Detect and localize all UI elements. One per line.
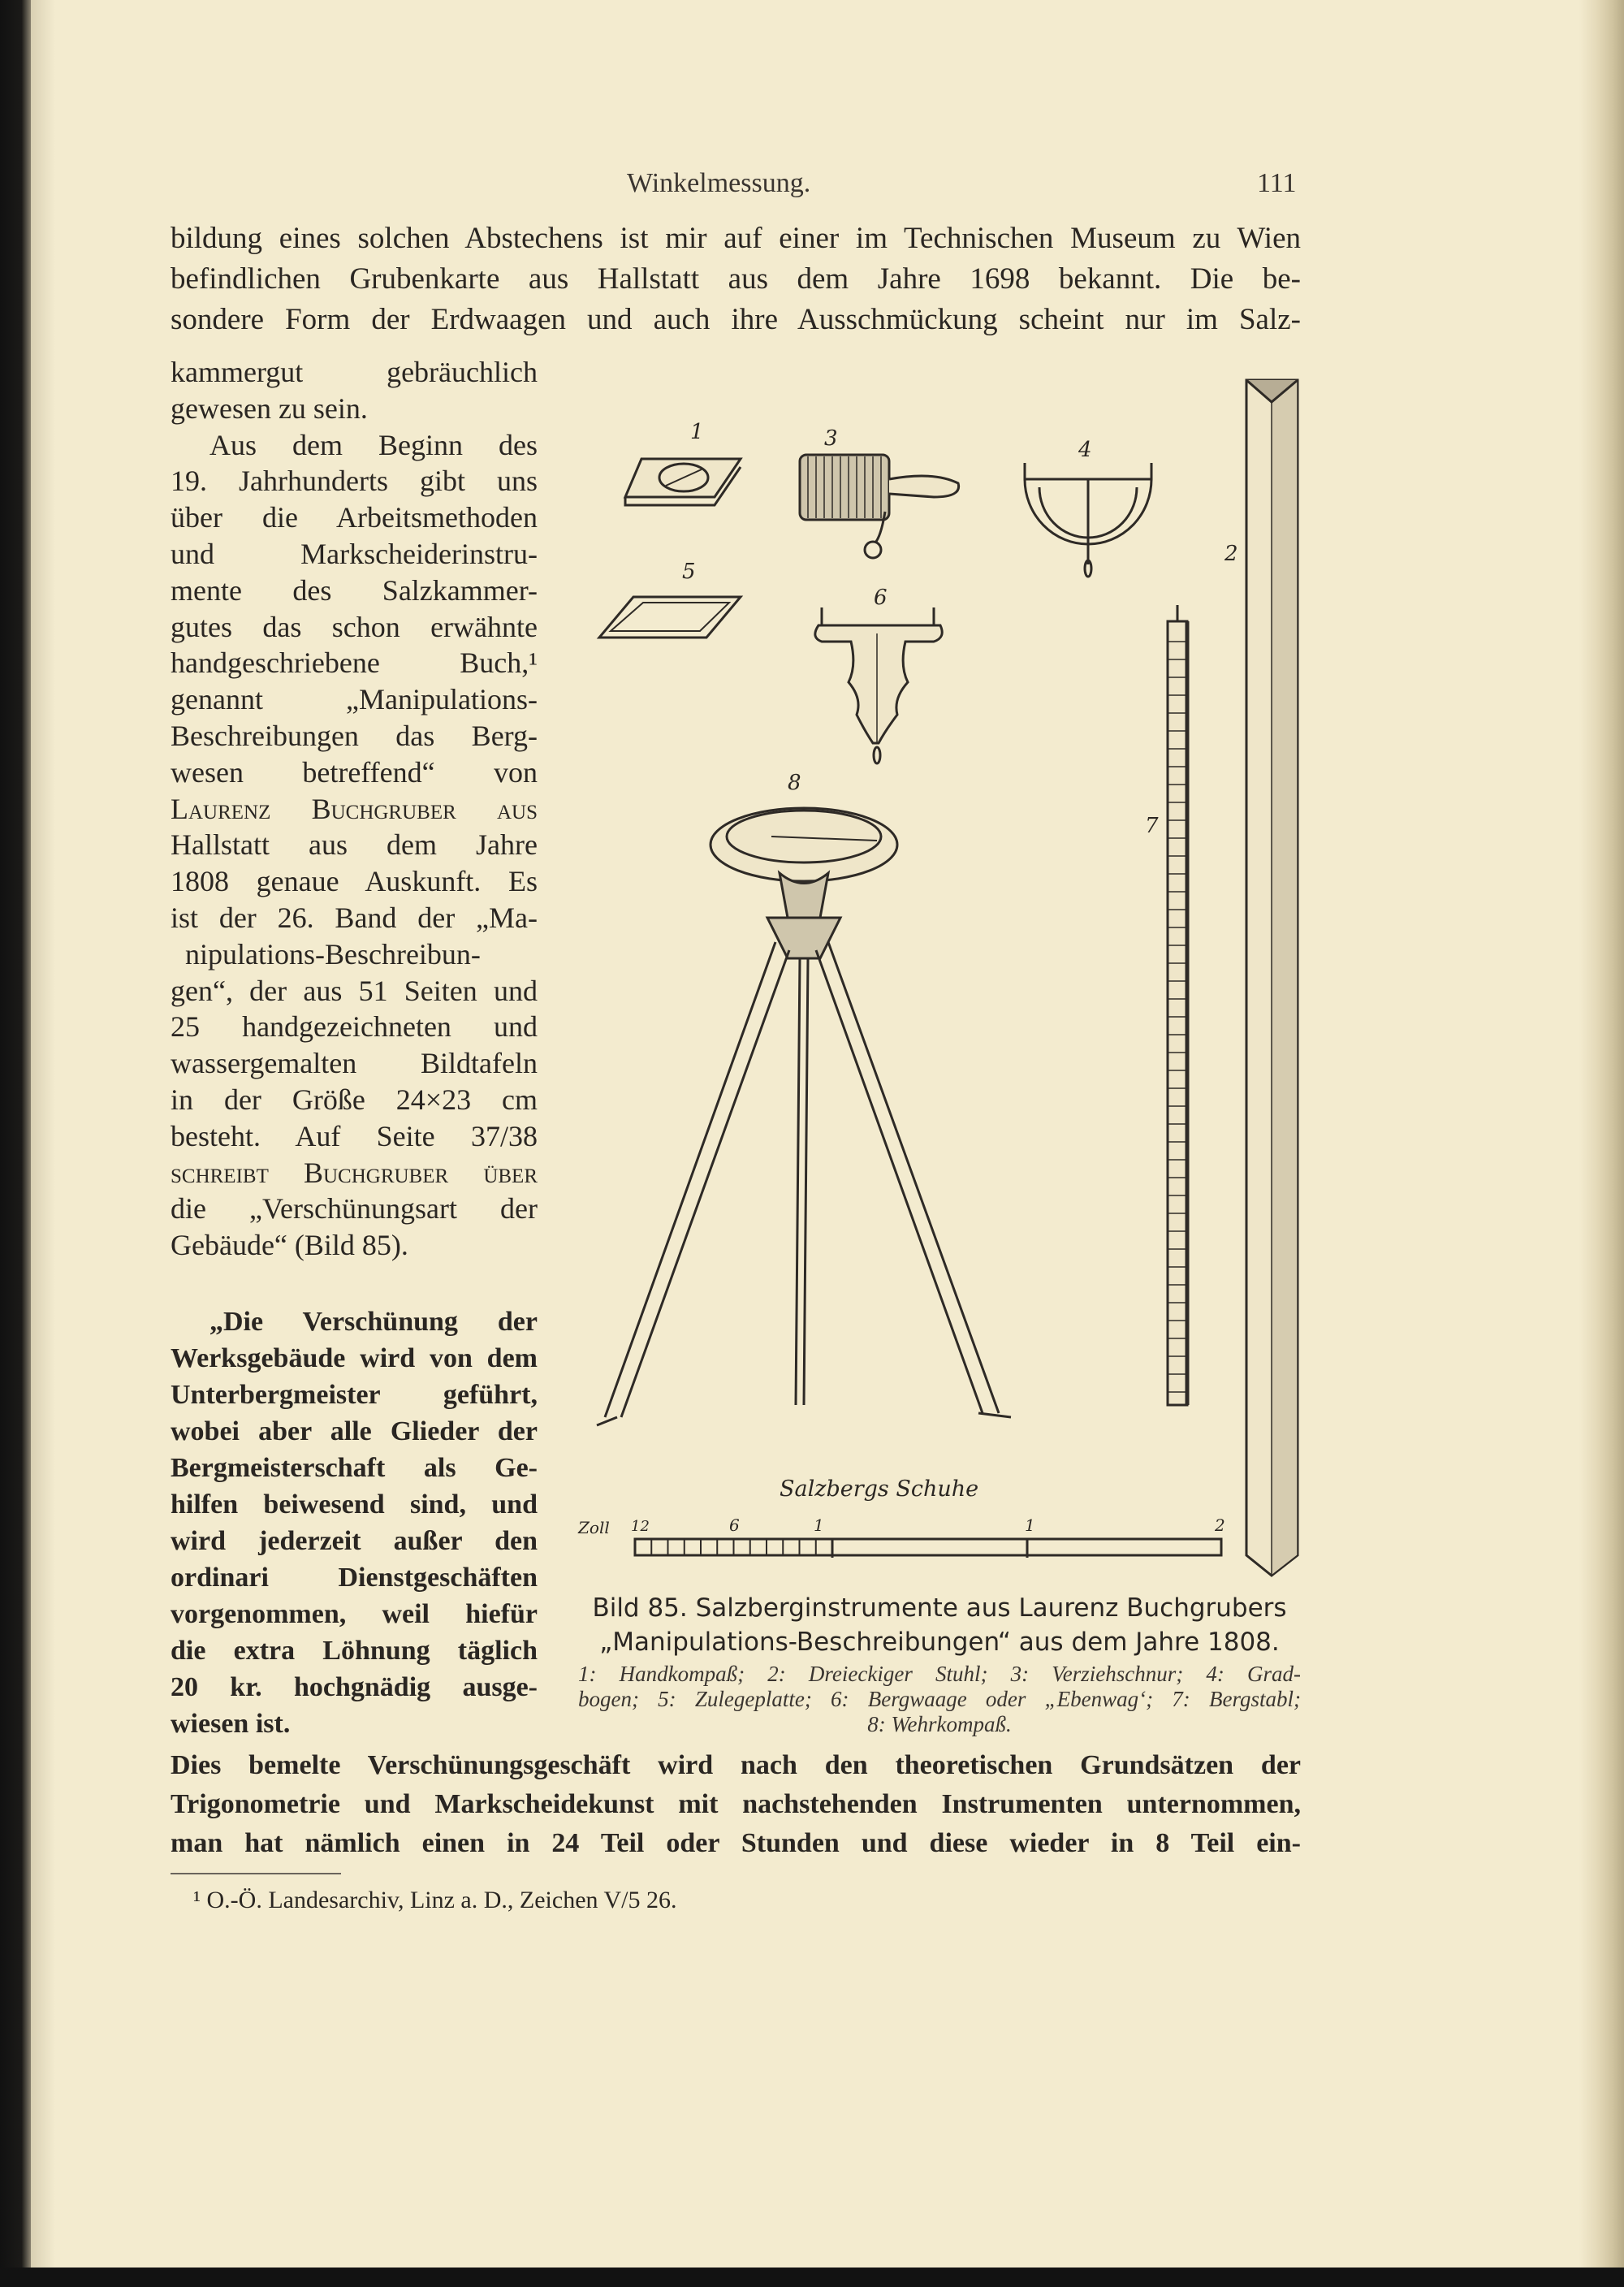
text-line: Gebäude“ (Bild 85).: [171, 1229, 408, 1262]
figure-legend: 8: Wehrkompaß.: [867, 1712, 1012, 1736]
fraktur-line: Dies bemelte Verschünungsgeschäft wird nach den theoretischen Grundsätzen der: [171, 1750, 1301, 1780]
figure-legend: 1: Handkompaß; 2: Dreieckiger Stuhl; 3: Verziehschnur; 4: Grad-: [578, 1662, 1301, 1686]
triangular-staff-drawing: [1246, 380, 1298, 1576]
footnote: ¹ O.-Ö. Landesarchiv, Linz a. D., Zeichen V/5 26.: [193, 1887, 677, 1913]
text-line: schreibt Buchgruber über: [171, 1156, 538, 1189]
fraktur-line: „Die Verschünung der: [209, 1307, 538, 1337]
figure-label-5: 5: [682, 560, 696, 584]
scale-unit: Zoll: [578, 1518, 610, 1537]
text-line: die „Verschünungsart der: [171, 1192, 538, 1226]
fraktur-line: Werksgebäude wird von dem: [171, 1343, 538, 1373]
scale-tick-label: 12: [631, 1518, 650, 1535]
text-line: 1808 genaue Auskunft. Es: [171, 865, 538, 898]
scale-tick-label: 1: [1025, 1515, 1035, 1535]
text-line: wesen betreffend“ von: [171, 755, 538, 789]
text-line: bildung eines solchen Abstechens ist mir auf einer im Technischen Museum zu Wien: [171, 222, 1301, 255]
text-line: 25 handgezeichneten und: [171, 1010, 538, 1044]
figure-caption-title: Bild 85. Salzberginstrumente aus Laurenz Buchgrubers: [592, 1593, 1287, 1623]
text-line: kammergut gebräuchlich: [171, 356, 538, 388]
text-line: über die Arbeitsmethoden: [171, 501, 538, 534]
scale-tick-label: 1: [814, 1515, 824, 1535]
figure-label-2: 2: [1224, 542, 1238, 566]
scale-title: Salzbergs Schuhe: [780, 1476, 979, 1502]
figure-label-6: 6: [874, 586, 888, 610]
fraktur-line: ordinari Dienstgeschäften: [171, 1563, 538, 1593]
scale-tick-label: 6: [729, 1515, 740, 1535]
figure-label-7: 7: [1145, 814, 1159, 838]
figure-label-4: 4: [1078, 438, 1092, 462]
figure-label-3: 3: [824, 426, 838, 451]
fraktur-line: Unterbergmeister geführt,: [171, 1380, 538, 1410]
fraktur-line: vorgenommen, weil hiefür: [171, 1599, 538, 1629]
text-line: sondere Form der Erdwaagen und auch ihre Ausschmückung scheint nur im Salz-: [171, 303, 1301, 336]
protractor-arc-drawing: [1025, 463, 1151, 577]
fraktur-line: Bergmeisterschaft als Ge-: [171, 1453, 538, 1483]
text-line: gewesen zu sein.: [171, 391, 368, 425]
figure-caption-title: „Manipulations-Beschreibungen“ aus dem Jahre 1808.: [599, 1628, 1280, 1657]
figure-label-1: 1: [690, 420, 704, 444]
text-line: gutes das schon erwähnte: [171, 610, 538, 643]
tripod-compass-drawing: [597, 808, 1011, 1425]
fraktur-line: wird jederzeit außer den: [171, 1526, 538, 1556]
text-line: genannt „Manipulations-: [171, 683, 538, 716]
text-line: Aus dem Beginn des: [209, 428, 538, 461]
mining-level-drawing: [815, 607, 942, 763]
fraktur-line: 20 kr. hochgnädig ausge-: [171, 1672, 538, 1702]
fraktur-line: wobei aber alle Glieder der: [171, 1416, 538, 1446]
scale-bar: [635, 1539, 1221, 1558]
figure-legend: bogen; 5: Zulegeplatte; 6: Bergwaage oder „Ebenwag‘; 7: Bergstabl;: [578, 1687, 1301, 1711]
text-line: Laurenz Buchgruber aus: [171, 792, 538, 825]
page-number: 111: [1257, 168, 1297, 198]
hand-compass-drawing: [625, 459, 741, 505]
text-line: nipulations-Beschreibun-: [185, 937, 481, 971]
text-line: befindlichen Grubenkarte aus Hallstatt aus dem Jahre 1698 bekannt. Die be-: [171, 262, 1301, 296]
measuring-cord-spool-drawing: [800, 455, 959, 558]
fraktur-line: wiesen ist.: [171, 1709, 291, 1739]
figure-label-8: 8: [788, 771, 801, 795]
fraktur-line: die extra Löhnung täglich: [171, 1636, 538, 1666]
text-line: und Markscheiderinstru-: [171, 538, 538, 570]
text-line: in der Größe 24×23 cm: [171, 1083, 538, 1116]
text-line: Beschreibungen das Berg-: [171, 720, 538, 752]
mining-rod-drawing: [1168, 605, 1187, 1405]
text-line: ist der 26. Band der „Ma-: [171, 901, 538, 934]
text-line: 19. Jahrhunderts gibt uns: [171, 465, 538, 498]
text-line: mente des Salzkammer-: [171, 573, 538, 607]
text-line: gen“, der aus 51 Seiten und: [171, 974, 538, 1007]
text-line: handgeschriebene Buch,¹: [171, 646, 538, 680]
text-line: Hallstatt aus dem Jahre: [171, 828, 538, 862]
fraktur-line: man hat nämlich einen in 24 Teil oder Stunden und diese wieder in 8 Teil ein-: [171, 1828, 1301, 1858]
text-line: wassergemalten Bildtafeln: [171, 1047, 538, 1080]
fraktur-line: hilfen beiwesend sind, und: [171, 1489, 538, 1520]
scale-tick-label: 2: [1215, 1515, 1225, 1535]
fraktur-line: Trigonometrie und Markscheidekunst mit nachstehenden Instrumenten unternommen,: [171, 1789, 1301, 1819]
plotting-plate-drawing: [599, 597, 741, 638]
text-line: besteht. Auf Seite 37/38: [171, 1119, 538, 1152]
running-header: Winkelmessung.: [627, 168, 811, 198]
